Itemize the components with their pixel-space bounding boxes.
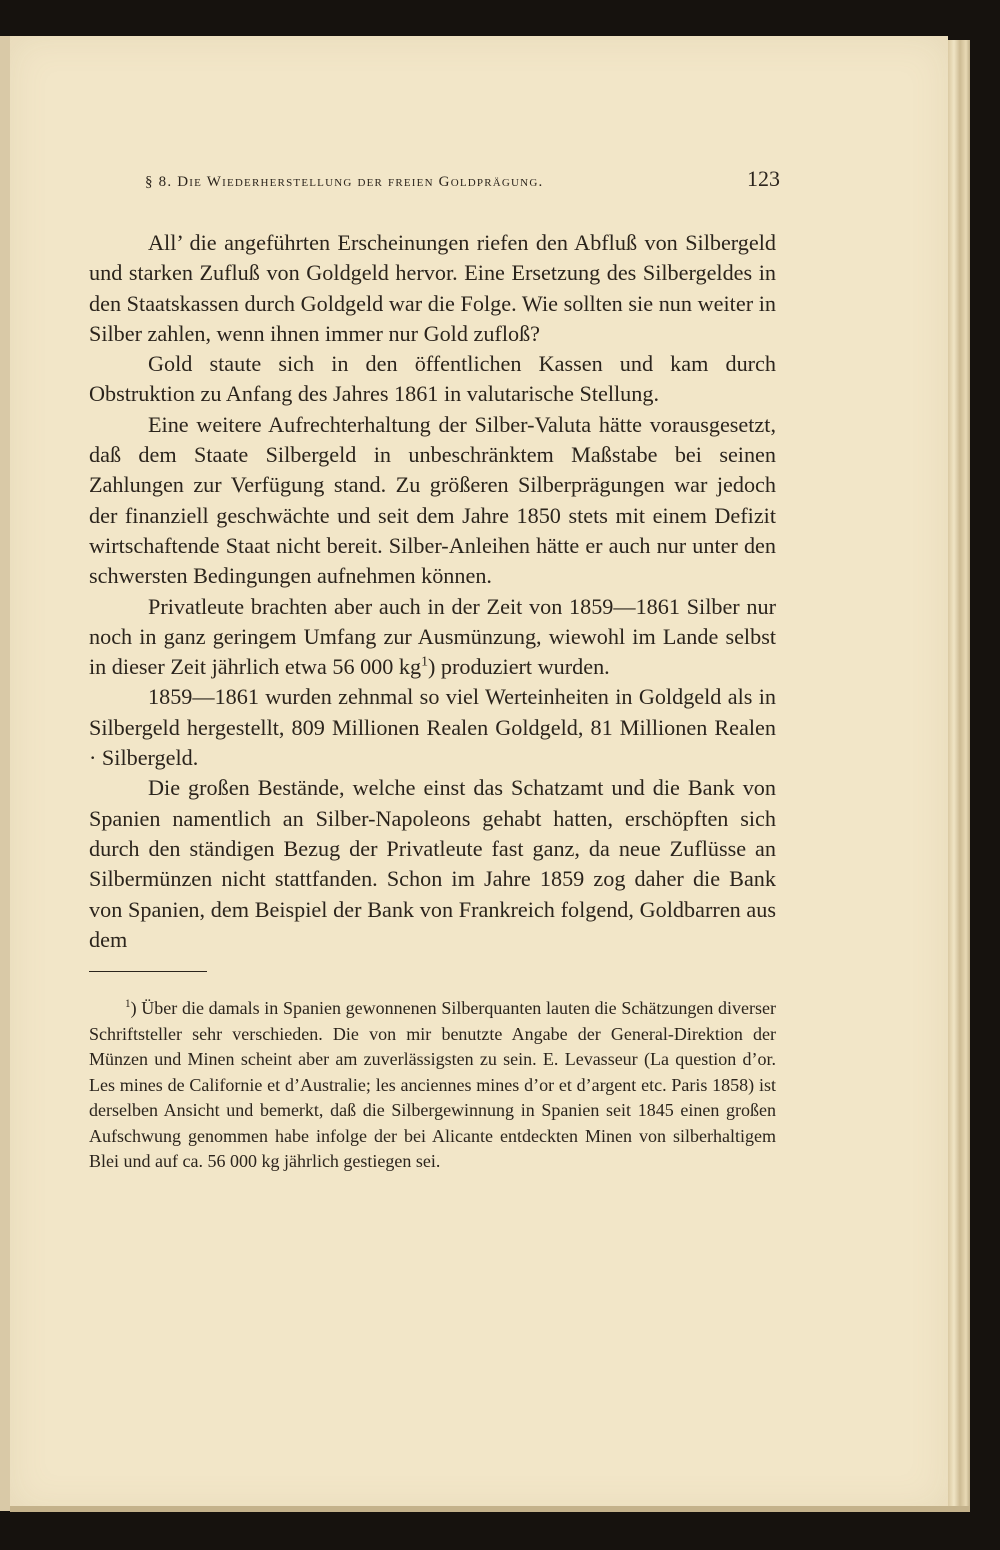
body-text: [89, 228, 776, 955]
footnote-text: ) Über die damals in Spanien gewonnenen Silberquanten lauten die Schätzungen diverser Schriftsteller sehr verschieden. Die von mir benutzte Angabe der General-Direktion der Münzen und Minen scheint aber am zuverlässigsten zu sein. E. Levasseur (La question d’or. Les mines de Californie et d’Australie; les anciennes mines d’or et d’argent etc. Paris 1858) ist derselben Ansicht und bemerkt, daß die Silbergewinnung in Spanien seit 1845 einen großen Aufschwung genommen habe infolge der bei Alicante entdeckten Minen von silberhaltigem Blei und auf ca. 56 000 kg jährlich gestiegen sei.: [89, 998, 776, 1172]
footnote-rule: [89, 971, 207, 972]
paragraph: All’ die angeführten Erscheinungen riefen den Abfluß von Silbergeld und starken Zufluß von Goldgeld hervor. Eine Ersetzung des Silbergeldes in den Staatskassen durch Goldgeld war die Folge. Wie sollten sie nun weiter in Silber zahlen, wenn ihnen immer nur Gold zufloß?: [89, 230, 776, 346]
footnote-reference: 1: [421, 653, 428, 669]
page-bottom-edge: [10, 1506, 970, 1512]
paragraph-text: Privatleute brachten aber auch in der Zeit von 1859—1861 Silber nur noch in ganz geringem Umfang zur Ausmünzung, wiewohl im Lande selbst in dieser Zeit jährlich etwa 56 000 kg: [89, 593, 776, 680]
paragraph: Eine weitere Aufrechterhaltung der Silber-Valuta hätte vorausgesetzt, daß dem Staate Silbergeld in unbeschränktem Maßstabe bei seinen Zahlungen zur Verfügung stand. Zu größeren Silberprägungen war jedoch der finanziell geschwächte und seit dem Jahre 1850 stets mit einem Defizit wirtschaftende Staat nicht bereit. Silber-Anleihen hätte er auch nur unter den schwersten Bedingungen aufnehmen können.: [89, 411, 776, 589]
paragraph: Die großen Bestände, welche einst das Schatzamt und die Bank von Spanien namentlich an Silber-Napoleons gehabt hatten, erschöpften sich durch den ständigen Bezug der Privatleute fast ganz, da neue Zuflüsse an Silbermünzen nicht stattfanden. Schon im Jahre 1859 zog daher die Bank von Spanien, dem Beispiel der Bank von Frankreich folgend, Goldbarren aus dem: [89, 775, 776, 952]
footnote: [89, 996, 776, 1175]
paragraph: 1859—1861 wurden zehnmal so viel Werteinheiten in Goldgeld als in Silbergeld hergestellt, 809 Millionen Realen Goldgeld, 81 Millionen Realen · Silbergeld.: [89, 684, 776, 771]
page-number: 123: [747, 166, 780, 191]
page-stack-edge: [948, 40, 970, 1508]
page-text-block: [89, 166, 780, 1175]
running-head-title: § 8. Die Wiederherstellung der freien Goldprägung.: [145, 174, 544, 190]
running-head: [145, 166, 780, 206]
paragraph-text: ) produziert wurden.: [427, 654, 610, 680]
paragraph-with-note: [89, 592, 776, 683]
paragraph: Gold staute sich in den öffentlichen Kassen und kam durch Obstruktion zu Anfang des Jahres 1861 in valutarische Stellung.: [89, 351, 776, 407]
facing-page-edge: [0, 36, 10, 1511]
footnote-mark: 1: [125, 998, 131, 1011]
